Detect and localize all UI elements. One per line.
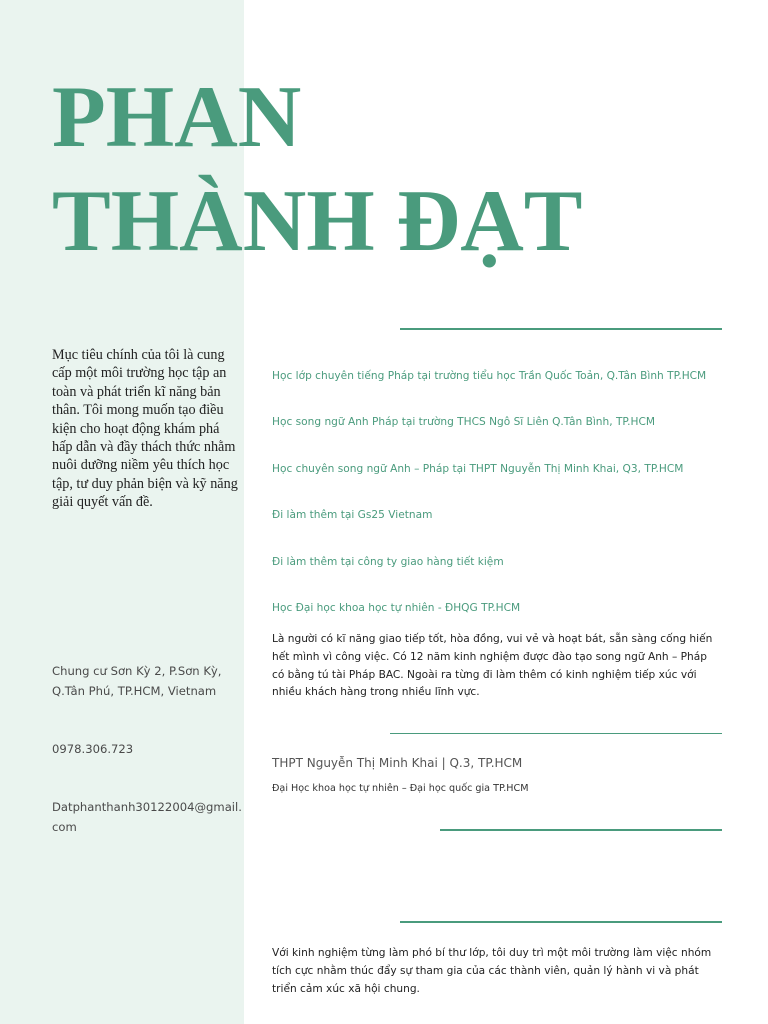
name-heading	[52, 66, 583, 274]
contact-email: Datphanthanh30122004@gmail.com	[52, 800, 242, 834]
divider-experience	[400, 328, 722, 330]
leadership-text: Với kinh nghiệm từng làm phó bí thư lớp, tôi duy trì một môi trường làm việc nhóm tích cực nhằm thúc đẩy sự tham gia của các thành viên, quản lý hành vi và phát triển cảm xúc xã hội chung.	[272, 947, 712, 995]
education-school-2: Đại Học khoa học tự nhiên – Đại học quốc gia TP.HCM	[272, 783, 529, 794]
experience-item-2: Học song ngữ Anh Pháp tại trường THCS Ngô Sĩ Liên Q.Tân Bình, TP.HCM	[272, 416, 656, 428]
education-school-1: THPT Nguyễn Thị Minh Khai | Q.3, TP.HCM	[272, 756, 523, 770]
divider-leadership	[400, 921, 722, 923]
contact-address: Chung cư Sơn Kỳ 2, P.Sơn Kỳ, Q.Tân Phú, TP.HCM, Vietnam	[52, 664, 222, 698]
experience-item-3: Học chuyên song ngữ Anh – Pháp tại THPT Nguyễn Thị Minh Khai, Q3, TP.HCM	[272, 463, 684, 475]
name-line-2: THÀNH ĐẠT	[52, 173, 583, 270]
experience-item-6: Học Đại học khoa học tự nhiên - ĐHQG TP.HCM	[272, 602, 521, 614]
objective-text: Mục tiêu chính của tôi là cung cấp một môi trường học tập an toàn và phát triển kĩ năng bản thân. Tôi mong muốn tạo điều kiện cho hoạt động khám phá hấp dẫn và đầy thách thức nhằm nuôi dưỡng niềm yêu thích học tập, tư duy phản biện và kỹ năng giải quyết vấn đề.	[52, 347, 238, 511]
experience-item-4: Đi làm thêm tại Gs25 Vietnam	[272, 509, 433, 521]
experience-item-1: Học lớp chuyên tiếng Pháp tại trường tiểu học Trần Quốc Toản, Q.Tân Bình TP.HCM	[272, 370, 707, 382]
profile-text: Là người có kĩ năng giao tiếp tốt, hòa đồng, vui vẻ và hoạt bát, sẵn sàng cống hiến hết mình vì công việc. Có 12 năm kinh nghiệm được đào tạo song ngữ Anh – Pháp có bằng tú tài Pháp BAC. Ngoài ra từng đi làm thêm có kinh nghiệm tiếp xúc với nhiều khách hàng trong nhiều lĩnh vực.	[272, 633, 713, 699]
contact-phone: 0978.306.723	[52, 742, 134, 756]
divider-education	[390, 733, 722, 734]
divider-skills	[440, 829, 722, 831]
experience-item-5: Đi làm thêm tại công ty giao hàng tiết kiệm	[272, 556, 504, 568]
name-line-1: PHAN	[52, 69, 302, 166]
